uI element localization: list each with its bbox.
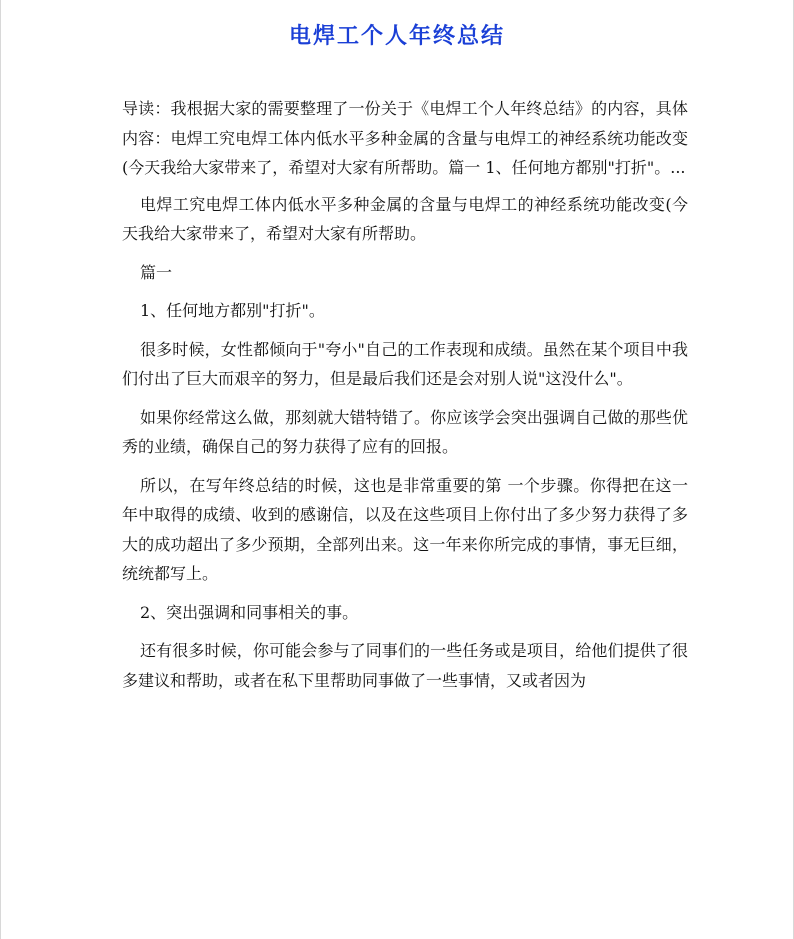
subheading: 2、突出强调和同事相关的事。 — [140, 602, 359, 622]
paragraph-intro: 导读：我根据大家的需要整理了一份关于《电焊工个人年终总结》的内容，具体内容：电焊工究电焊工体内低水平多种金属的含量与电焊工的神经系统功能改变(今天我给大家带来了，希望对大家有所帮助。篇一 1、任何地方都别"打折"。... — [122, 99, 688, 177]
subheading: 1、任何地方都别"打折"。 — [140, 301, 325, 320]
paragraph: 所以，在写年终总结的时候，这也是非常重要的第 一个步骤。你得把在这一年中取得的成绩、收到的感谢信，以及在这些项目上你付出了多少努力获得了多大的成功超出了多少预期，全部列出来。这一年来你所完成的事情，事无巨细，统统都写上。 — [122, 475, 688, 583]
paragraph: 很多时候，女性都倾向于"夸小"自己的工作表现和成绩。虽然在某个项目中我们付出了巨大而艰辛的努力，但是最后我们还是会对别人说"这没什么"。 — [122, 339, 688, 388]
paragraph: 还有很多时候，你可能会参与了同事们的一些任务或是项目，给他们提供了很多建议和帮助，或者在私下里帮助同事做了一些事情，又或者因为 — [122, 641, 688, 690]
page-edge-left — [0, 0, 1, 939]
paragraph: 如果你经常这么做，那刻就大错特错了。你应该学会突出强调自己做的那些优秀的业绩，确保自己的努力获得了应有的回报。 — [122, 407, 688, 456]
section-heading: 篇一 — [140, 262, 173, 282]
document-title: 电焊工个人年终总结 — [288, 24, 505, 49]
document-body — [122, 94, 688, 704]
paragraph: 电焊工究电焊工体内低水平多种金属的含量与电焊工的神经系统功能改变(今天我给大家带来了，希望对大家有所帮助。 — [122, 194, 688, 243]
